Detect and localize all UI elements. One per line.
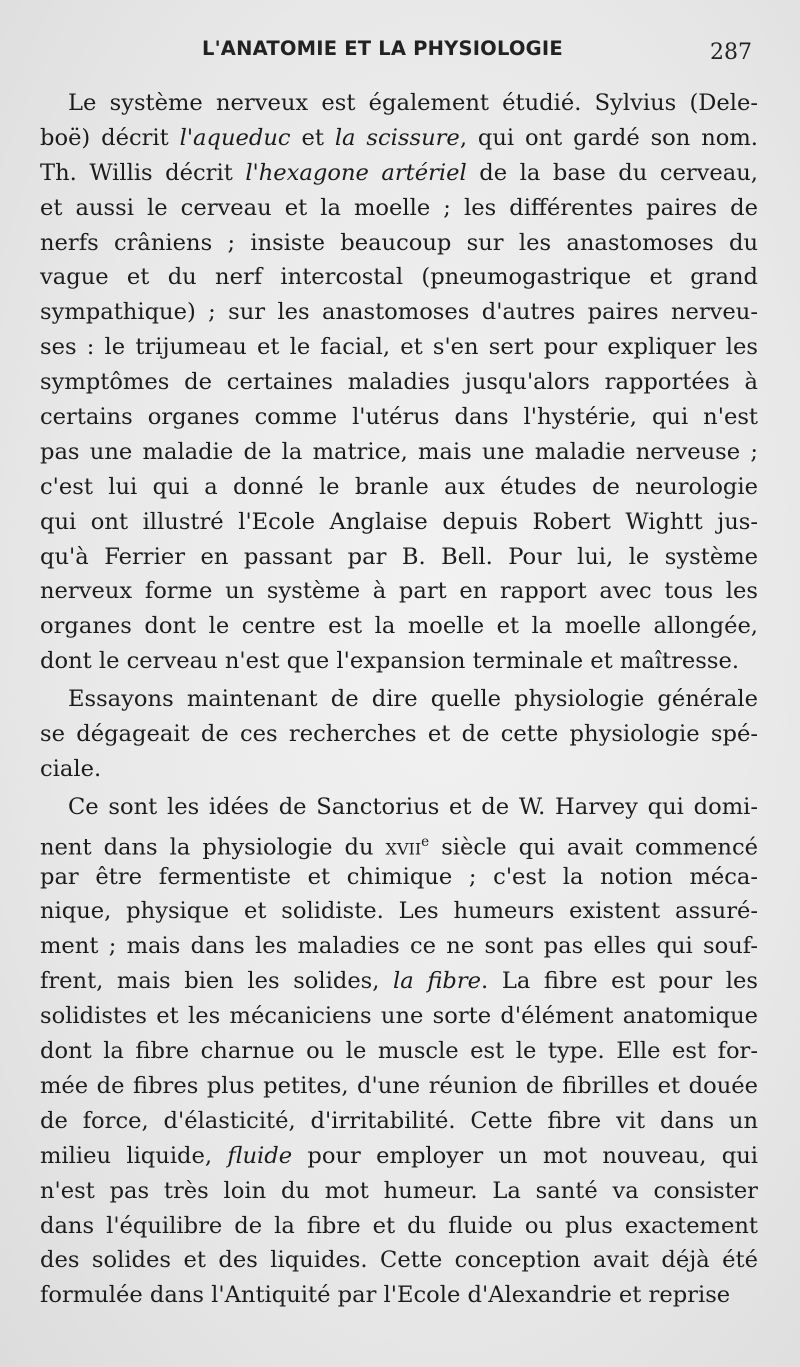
paragraph — [40, 682, 758, 787]
text-line: formulée dans l'Antiquité par l'Ecole d'Alexandrie et reprise — [40, 1282, 731, 1309]
paragraph — [40, 790, 758, 1313]
text-line: solidistes et les mécaniciens une sorte d'élément anatomique — [40, 1003, 758, 1030]
text-line: dont la fibre charnue ou le muscle est le type. Elle est for- — [40, 1038, 758, 1065]
text-line: nerfs crâniens ; insiste beaucoup sur les anastomoses du — [40, 229, 758, 256]
text-line: mée de fibres plus petites, d'une réunion de fibrilles et douée — [40, 1072, 758, 1099]
text-line: des solides et des liquides. Cette conception avait déjà été — [40, 1247, 758, 1274]
text-line: pas une maladie de la matrice, mais une maladie nerveuse ; — [40, 438, 758, 465]
text-line: sympathique) ; sur les anastomoses d'autres paires nerveu- — [40, 299, 758, 326]
running-title: L'ANATOMIE ET LA PHYSIOLOGIE — [202, 37, 563, 60]
text-line: certains organes comme l'utérus dans l'hystérie, qui n'est — [40, 404, 758, 431]
text-line: Ce sont les idées de Sanctorius et de W. Harvey qui domi- — [68, 793, 758, 820]
text-line: par être fermentiste et chimique ; c'est la notion méca- — [40, 863, 758, 890]
text-line: ses : le trijumeau et le facial, et s'en sert pour expliquer les — [40, 334, 758, 361]
running-head — [0, 34, 800, 68]
text-line: Le système nerveux est également étudié. Sylvius (Dele- — [68, 90, 758, 116]
page-number: 287 — [710, 40, 752, 65]
text-line: de force, d'élasticité, d'irritabilité. Cette fibre vit dans un — [40, 1107, 758, 1134]
text-line: symptômes de certaines maladies jusqu'alors rapportées à — [40, 369, 758, 396]
text-line: vague et du nerf intercostal (pneumogastrique et grand — [40, 264, 758, 291]
text-line: nerveux forme un système à part en rapport avec tous les — [40, 578, 758, 605]
text-line: nent dans la physiologie du xvii$^e$ siècle qui avait commencé — [40, 833, 758, 861]
text-line: n'est pas très loin du mot humeur. La santé va consister — [40, 1177, 758, 1204]
text-line: milieu liquide, fluide pour employer un mot nouveau, qui — [40, 1142, 758, 1169]
text-line: Essayons maintenant de dire quelle physiologie générale — [68, 686, 758, 713]
paragraph — [40, 86, 758, 679]
text-line: qu'à Ferrier en passant par B. Bell. Pour lui, le système — [40, 543, 758, 570]
text-line: organes dont le centre est la moelle et la moelle allongée, — [40, 613, 758, 640]
text-line: ment ; mais dans les maladies ce ne sont pas elles qui souf- — [40, 933, 758, 960]
text-line: frent, mais bien les solides, la fibre. La fibre est pour les — [40, 968, 758, 995]
text-line: c'est lui qui a donné le branle aux études de neurologie — [40, 473, 758, 500]
body-text — [40, 86, 758, 1313]
text-line: se dégageait de ces recherches et de cette physiologie spé- — [40, 721, 758, 748]
text-line: nique, physique et solidiste. Les humeurs existent assuré- — [40, 898, 758, 925]
text-line: dont le cerveau n'est que l'expansion terminale et maîtresse. — [40, 648, 740, 675]
text-line: qui ont illustré l'Ecole Anglaise depuis Robert Wightt jus- — [40, 508, 758, 535]
text-line: ciale. — [40, 755, 102, 782]
text-line: dans l'équilibre de la fibre et du fluide ou plus exactement — [40, 1212, 758, 1239]
text-line: Th. Willis décrit l'hexagone artériel de la base du cerveau, — [40, 159, 758, 186]
text-line: et aussi le cerveau et la moelle ; les différentes paires de — [40, 194, 758, 221]
text-line: boë) décrit l'aqueduc et la scissure, qui ont gardé son nom. — [40, 124, 758, 151]
